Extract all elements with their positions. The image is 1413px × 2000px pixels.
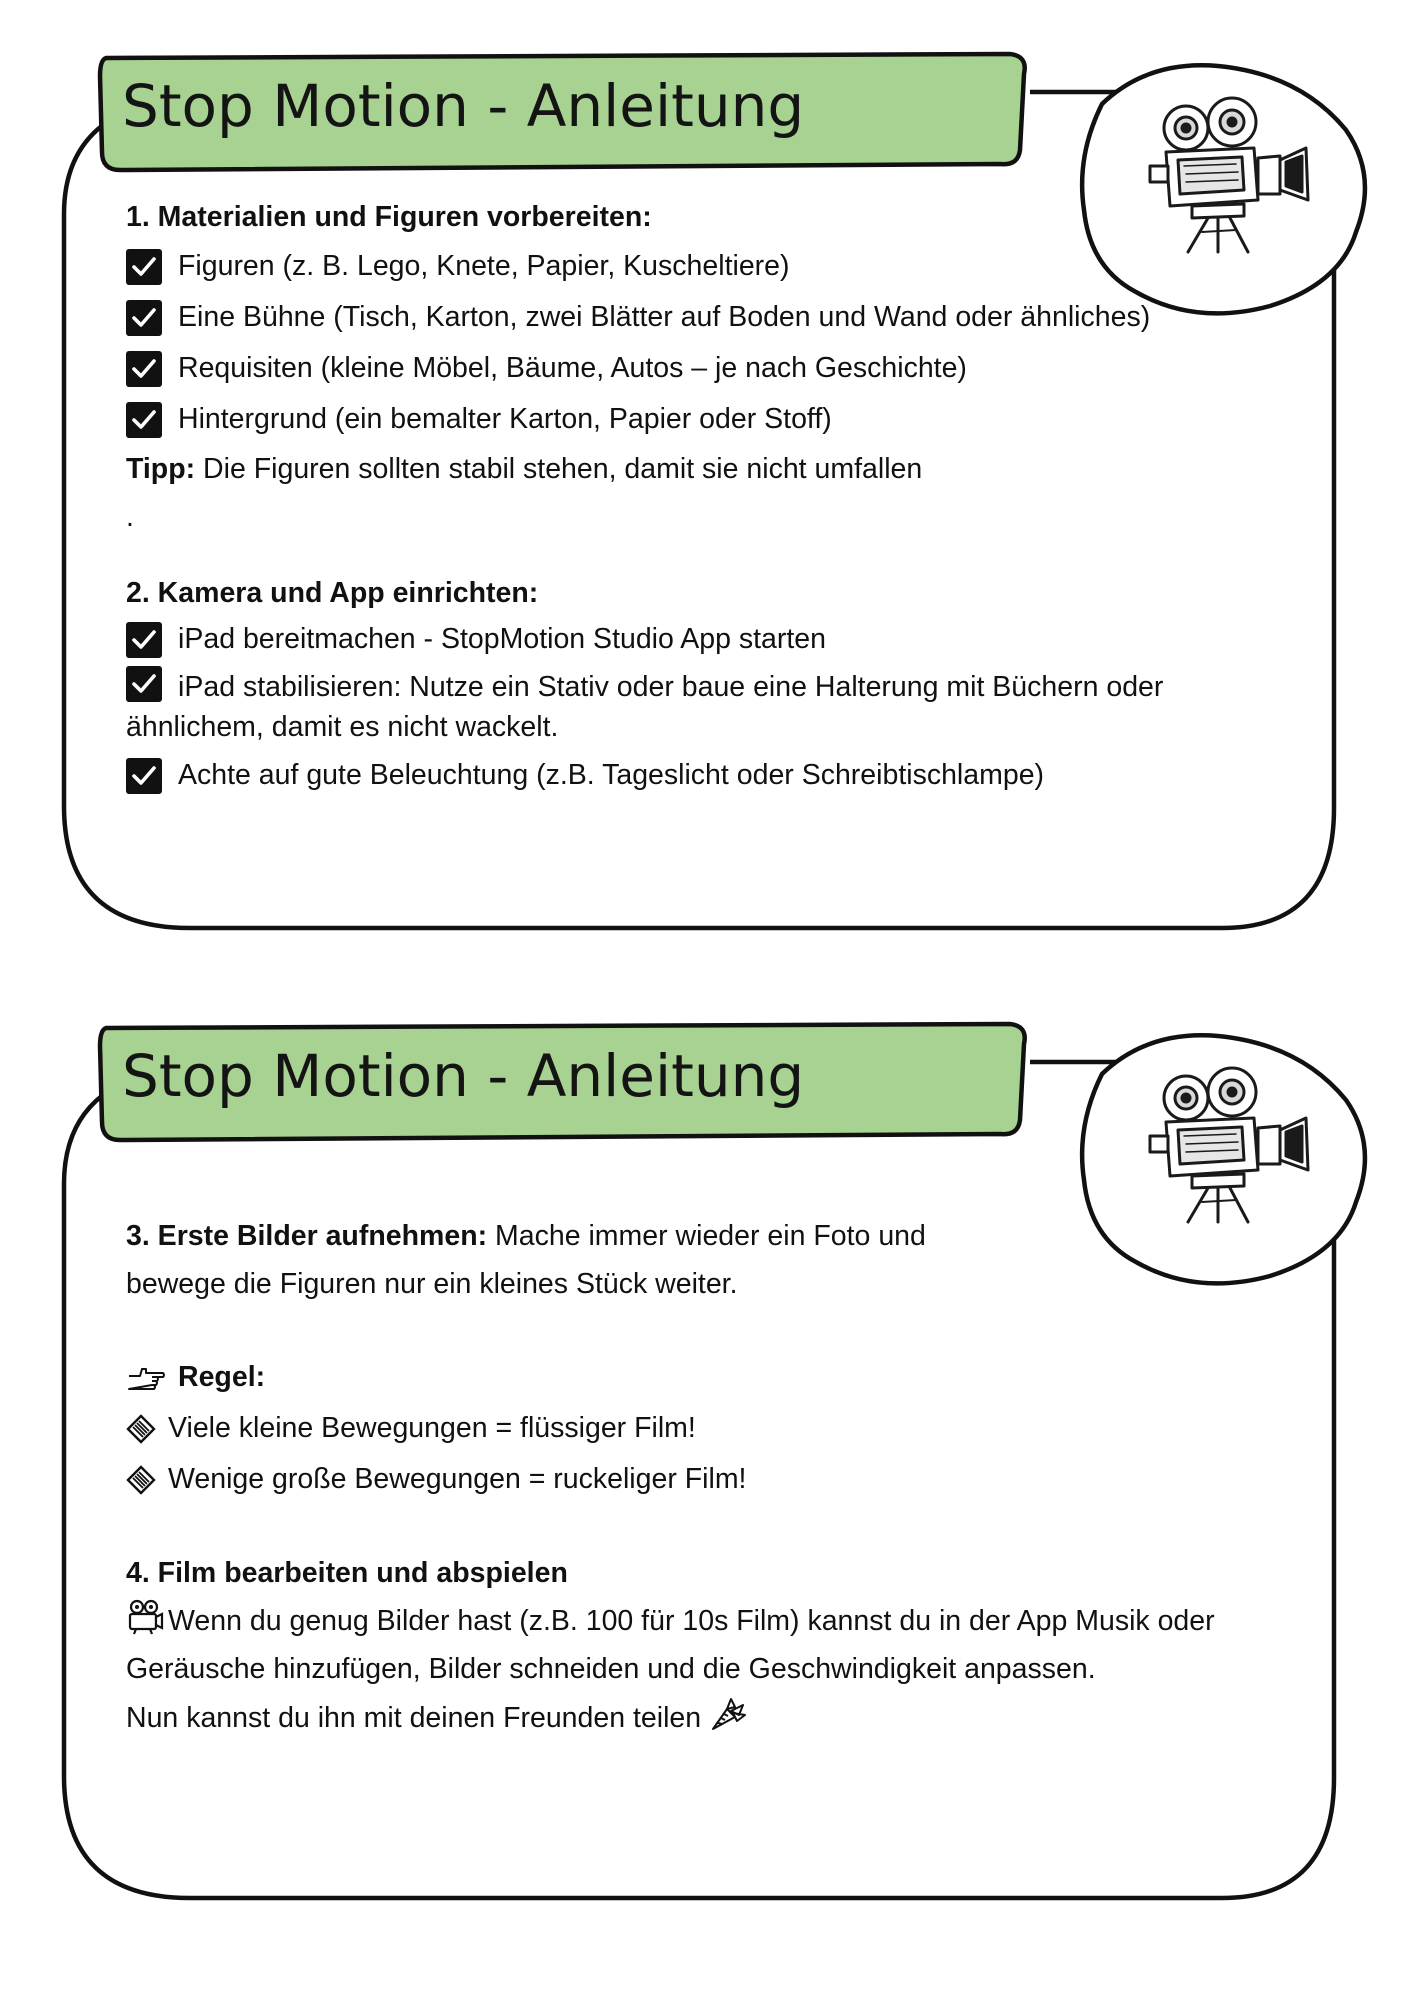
checkbox-checked-icon bbox=[126, 402, 162, 438]
checklist-item bbox=[126, 394, 1266, 445]
instruction-card-1 bbox=[0, 0, 1413, 960]
instruction-card-2 bbox=[0, 970, 1413, 1930]
checklist-item-text: Requisiten (kleine Möbel, Bäume, Autos – je nach Geschichte) bbox=[178, 351, 967, 384]
section-heading-edit-film: 4. Film bearbeiten und abspielen bbox=[126, 1557, 568, 1589]
section-first-pictures bbox=[126, 1212, 1006, 1308]
rule-item bbox=[126, 1403, 1266, 1454]
checkbox-checked-icon bbox=[126, 666, 162, 702]
closing-text: Nun kannst du ihn mit deinen Freunden teilen bbox=[126, 1702, 702, 1734]
carrot-bouquet-icon bbox=[709, 1693, 749, 1733]
checkbox-checked-icon bbox=[126, 622, 162, 658]
section-text-edit-film bbox=[126, 1597, 1266, 1693]
section-heading-camera: 2. Kamera und App einrichten: bbox=[126, 577, 539, 609]
checkbox-checked-icon bbox=[126, 249, 162, 285]
card-content-2 bbox=[126, 1212, 1266, 1742]
section-heading-materials: 1. Materialien und Figuren vorbereiten: bbox=[126, 201, 652, 233]
checkbox-checked-icon bbox=[126, 351, 162, 387]
checklist-item bbox=[126, 292, 1266, 343]
edit-film-text: Wenn du genug Bilder hast (z.B. 100 für 10s Film) kannst du in der App Musik oder Geräusche hinzufügen, Bilder schneiden und die Geschwindigkeit anpassen. bbox=[126, 1605, 1215, 1685]
card-title-2: Stop Motion - Anleitung bbox=[122, 1042, 805, 1110]
rule-item-text: Wenige große Bewegungen = ruckeliger Film! bbox=[168, 1462, 747, 1495]
diamond-bullet-icon bbox=[126, 1414, 156, 1444]
movie-camera-icon bbox=[1144, 1064, 1314, 1224]
closing-line bbox=[126, 1693, 1266, 1742]
checklist-item bbox=[126, 343, 1266, 394]
checklist-item bbox=[126, 241, 1266, 292]
section-text-first-pictures: Mache immer wieder ein Foto und bewege die Figuren nur ein kleines Stück weiter. bbox=[126, 1220, 926, 1300]
checklist-item-text: iPad stabilisieren: Nutze ein Stativ oder baue eine Halterung mit Büchern oder ähnlichem, damit es nicht wackelt. bbox=[126, 671, 1164, 743]
checklist-item-text: Achte auf gute Beleuchtung (z.B. Tageslicht oder Schreibtischlampe) bbox=[178, 758, 1045, 791]
checklist-item bbox=[126, 753, 1266, 798]
rule-label: Regel: bbox=[178, 1360, 266, 1393]
tip-label: Tipp: bbox=[126, 453, 196, 485]
checklist-item-text: Eine Bühne (Tisch, Karton, zwei Blätter auf Boden und Wand oder ähnliches) bbox=[178, 300, 1151, 333]
checklist-item-text: Hintergrund (ein bemalter Karton, Papier oder Stoff) bbox=[178, 402, 832, 435]
tip-line bbox=[126, 445, 1266, 493]
checklist-item-text: iPad bereitmachen - StopMotion Studio App starten bbox=[178, 622, 826, 655]
pointing-hand-icon bbox=[126, 1363, 166, 1393]
rule-heading bbox=[126, 1352, 1266, 1403]
stray-dot: . bbox=[126, 501, 134, 533]
film-projector-icon bbox=[126, 1598, 164, 1636]
diamond-bullet-icon bbox=[126, 1465, 156, 1495]
rule-item-text: Viele kleine Bewegungen = flüssiger Film! bbox=[168, 1411, 696, 1444]
checklist-item-text: Figuren (z. B. Lego, Knete, Papier, Kuscheltiere) bbox=[178, 249, 790, 282]
checkbox-checked-icon bbox=[126, 300, 162, 336]
section-heading-first-pictures: 3. Erste Bilder aufnehmen: bbox=[126, 1220, 488, 1252]
card-title-1: Stop Motion - Anleitung bbox=[122, 72, 805, 140]
checklist-item bbox=[126, 662, 1266, 753]
spacer bbox=[126, 1505, 1266, 1549]
spacer bbox=[126, 1308, 1266, 1352]
rule-item bbox=[126, 1454, 1266, 1505]
checklist-item bbox=[126, 617, 1266, 662]
spacer bbox=[126, 541, 1266, 569]
checkbox-checked-icon bbox=[126, 758, 162, 794]
card-content-1 bbox=[126, 193, 1266, 798]
tip-text: Die Figuren sollten stabil stehen, damit sie nicht umfallen bbox=[195, 453, 923, 485]
